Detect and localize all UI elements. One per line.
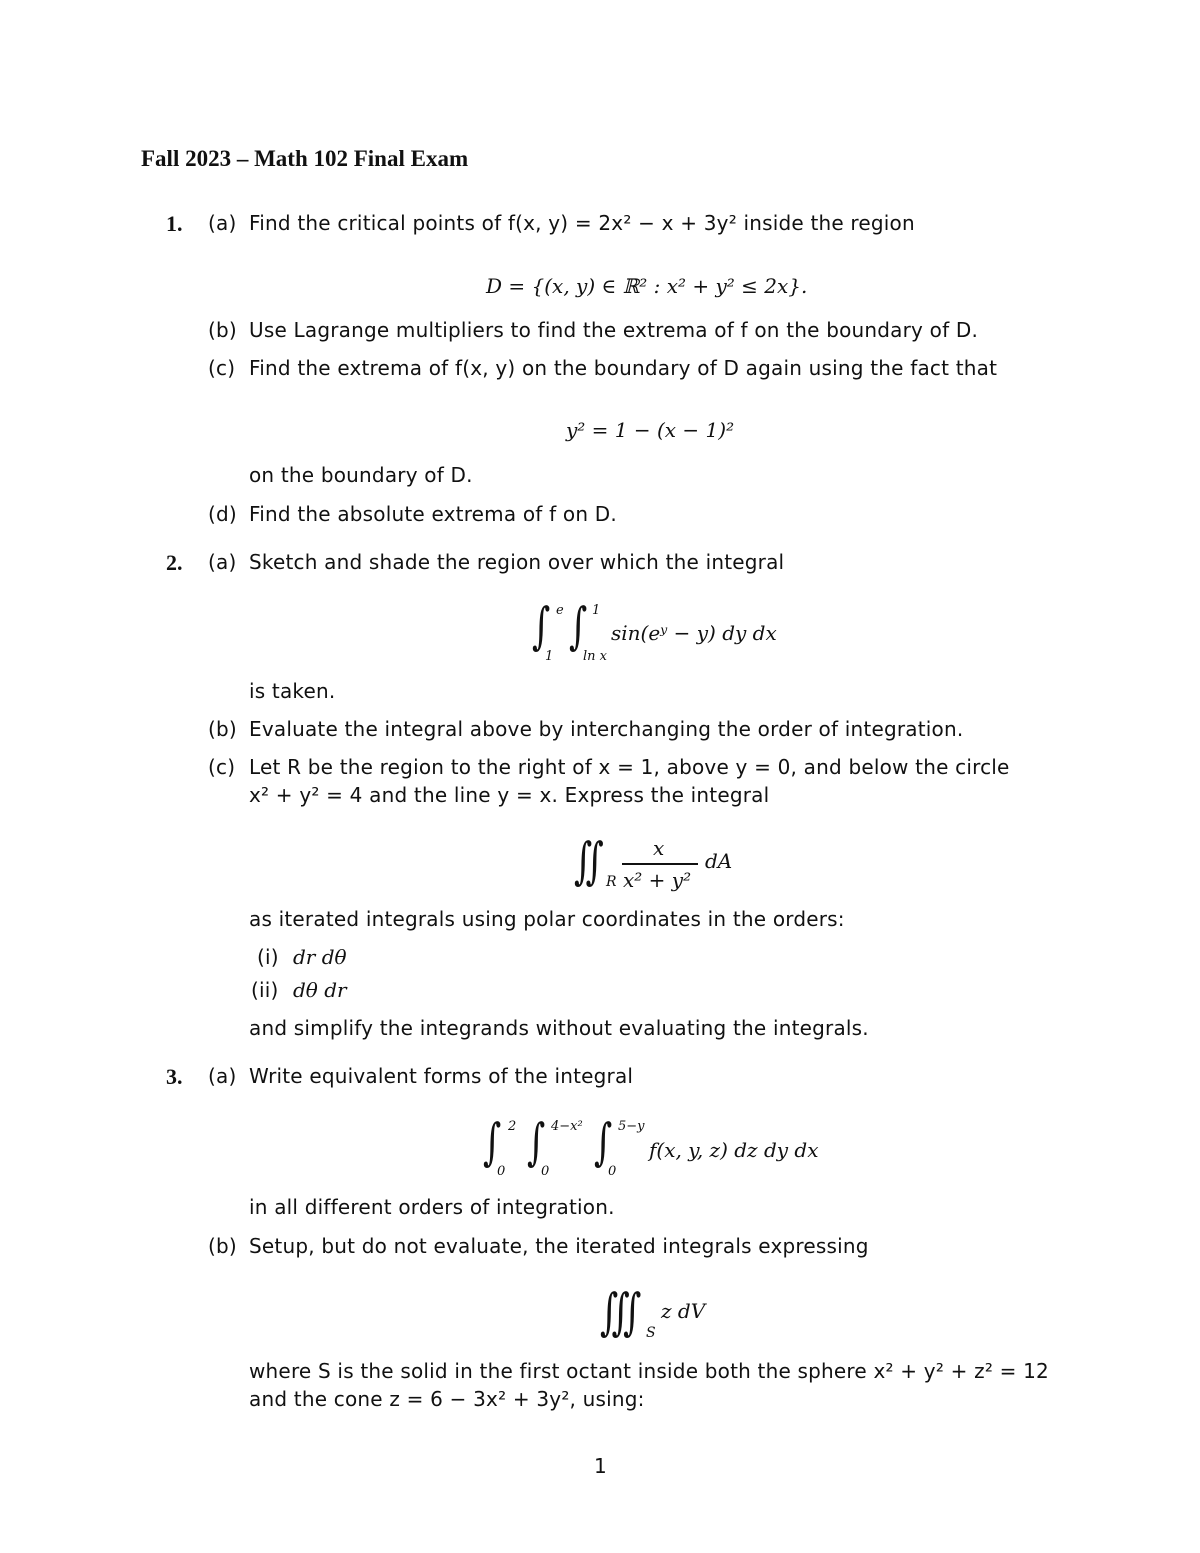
integral-lower-limit-outer: 1 <box>545 649 554 664</box>
integral-region-S: S <box>646 1325 656 1341</box>
q3b-label: (b) <box>208 1234 237 1258</box>
fraction-numerator: x <box>653 836 665 860</box>
q3b-tail2: and the cone z = 6 − 3x² + 3y², using: <box>249 1387 645 1411</box>
triple-integral-sign: ∭ <box>600 1283 642 1341</box>
q1a-text: Find the critical points of f(x, y) = 2x² − x + 3y² inside the region <box>249 211 915 235</box>
q3a-text: Write equivalent forms of the integral <box>249 1064 634 1088</box>
fraction-denominator: x² + y² <box>623 868 692 892</box>
question-1-number: 1. <box>166 211 183 236</box>
integrand-1: sin(eʸ − y) dy dx <box>611 621 777 645</box>
integrand-4: z dV <box>661 1299 706 1323</box>
q2c-tail2: and simplify the integrands without evaluating the integrals. <box>249 1016 869 1040</box>
upper-limit-2: 4−x² <box>551 1119 583 1134</box>
q1b-label: (b) <box>208 318 237 342</box>
integrand-3: f(x, y, z) dz dy dx <box>649 1138 819 1162</box>
q2c-text-line2: x² + y² = 4 and the line y = x. Express the integral <box>249 783 770 807</box>
q1b-text: Use Lagrange multipliers to find the extrema of f on the boundary of D. <box>249 318 979 342</box>
integral-region-R: R <box>606 874 617 890</box>
integral-lower-limit-inner: ln x <box>583 649 607 664</box>
q2a-label: (a) <box>208 550 237 574</box>
upper-limit-3: 5−y <box>618 1119 645 1134</box>
q2c-label: (c) <box>208 755 236 779</box>
order-i-label: (i) <box>257 945 279 969</box>
page-number: 1 <box>594 1454 607 1478</box>
q1-region-equation: D = {(x, y) ∈ ℝ² : x² + y² ≤ 2x}. <box>486 274 808 298</box>
q1d-text: Find the absolute extrema of f on D. <box>249 502 617 526</box>
question-2-number: 2. <box>166 550 183 575</box>
order-ii-text: dθ dr <box>293 978 347 1002</box>
lower-limit-2: 0 <box>541 1164 550 1179</box>
q3a-label: (a) <box>208 1064 237 1088</box>
q1c-text: Find the extrema of f(x, y) on the boundary of D again using the fact that <box>249 356 998 380</box>
integral-upper-limit-inner: 1 <box>592 603 601 618</box>
q1d-label: (d) <box>208 502 237 526</box>
fraction-bar <box>622 863 698 865</box>
integral-upper-limit-outer: e <box>556 603 564 618</box>
q1c-label: (c) <box>208 356 236 380</box>
question-3-number: 3. <box>166 1064 183 1089</box>
q1c-tail: on the boundary of D. <box>249 463 473 487</box>
upper-limit-1: 2 <box>508 1119 517 1134</box>
q3b-tail: where S is the solid in the first octant inside both the sphere x² + y² + z² = 12 <box>249 1359 1049 1383</box>
q2c-text: Let R be the region to the right of x = 1, above y = 0, and below the circle <box>249 755 1010 779</box>
q2a-tail: is taken. <box>249 679 336 703</box>
integral-sign-inner: ∫ <box>569 597 588 655</box>
exam-title: Fall 2023 – Math 102 Final Exam <box>141 146 469 171</box>
integral-sign-2: ∫ <box>527 1113 546 1171</box>
integral-sign-3: ∫ <box>594 1113 613 1171</box>
integral-sign-1: ∫ <box>483 1113 502 1171</box>
order-ii-label: (ii) <box>251 978 279 1002</box>
lower-limit-3: 0 <box>608 1164 617 1179</box>
lower-limit-1: 0 <box>497 1164 506 1179</box>
q2b-label: (b) <box>208 717 237 741</box>
integral-sign-outer: ∫ <box>532 597 551 655</box>
q1a-label: (a) <box>208 211 237 235</box>
area-differential: dA <box>705 849 733 873</box>
q2a-text: Sketch and shade the region over which the integral <box>249 550 785 574</box>
q2b-text: Evaluate the integral above by interchanging the order of integration. <box>249 717 964 741</box>
q3a-tail: in all different orders of integration. <box>249 1195 615 1219</box>
order-i-text: dr dθ <box>293 945 347 969</box>
double-integral-sign: ∬ <box>574 832 604 890</box>
q2c-tail: as iterated integrals using polar coordinates in the orders: <box>249 907 845 931</box>
q3b-text: Setup, but do not evaluate, the iterated integrals expressing <box>249 1234 869 1258</box>
q1-circle-equation: y² = 1 − (x − 1)² <box>566 418 735 442</box>
